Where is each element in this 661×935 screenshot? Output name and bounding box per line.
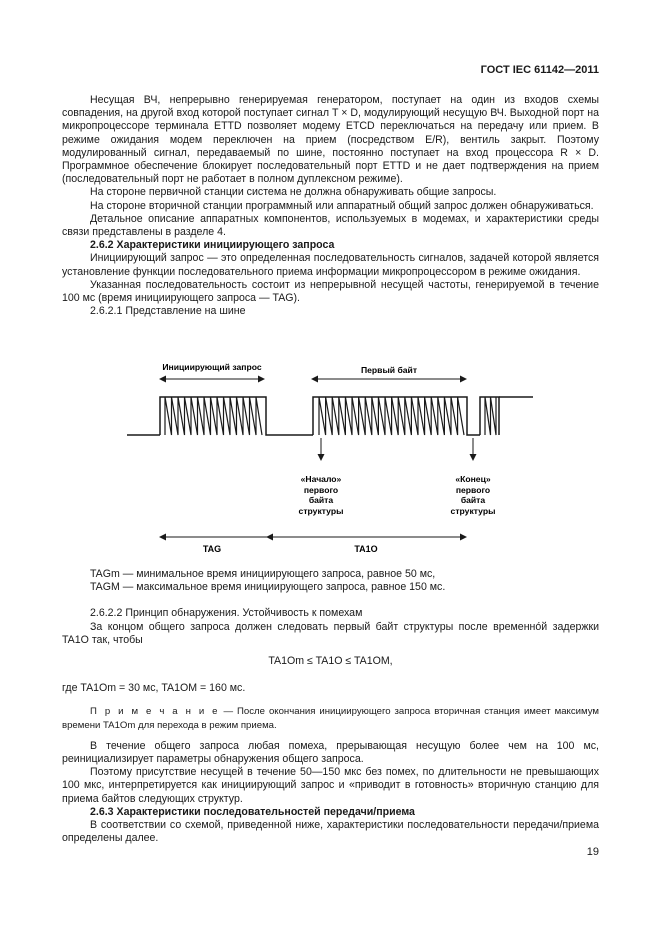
- paragraph-secondary-station: На стороне вторичной станции программный или аппаратный общий запрос должен обнаруживаться.: [90, 199, 594, 212]
- subsection-heading-2-6-2-2: 2.6.2.2 Принцип обнаружения. Устойчивость к помехам: [90, 607, 363, 620]
- paragraph-scheme: В соответствии со схемой, приведенной ниже, характеристики последовательности передачи/приема определены далее.: [62, 819, 599, 845]
- bus-waveform: [127, 397, 533, 435]
- end-label-line: байта: [460, 495, 486, 505]
- formula: TA1Om ≤ TA1O ≤ TA1OM,: [268, 655, 393, 668]
- label-initiating-request: Инициирующий запрос: [162, 362, 262, 372]
- waveform-byte-carrier: [319, 397, 464, 435]
- label-tag: TAG: [202, 544, 222, 554]
- formula-where: где TA1Om = 30 мс, TA1OM = 160 мс.: [62, 682, 246, 695]
- end-label-line: первого: [455, 485, 491, 495]
- start-label-line: «Начало»: [300, 474, 342, 484]
- waveform-next-carrier: [485, 397, 496, 435]
- end-label-line: «Конец»: [455, 474, 491, 484]
- end-label-line: структуры: [450, 506, 496, 516]
- paragraph-interference: В течение общего запроса любая помеха, прерывающая несущую более чем на 100 мс, реинициализирует параметры обнаружения общего запроса.: [62, 739, 599, 766]
- paragraph-carrier: Несущая ВЧ, непрерывно генерируемая генератором, поступает на один из входов схемы совпадения, на другой вход которой поступает сигнал T × D, модулирующий несущую ВЧ. Выходной порт на микропроцессоре терминала ETTD позволяет модему ETCD переключаться на передачу или прием. В режиме ожидания модем переключен на прием (посредством E/R), вентиль закрыт. Поэтому модулированный сигнал, передаваемый по шине, постоянно поступает на вход процессора R × D. Программное обеспечение блокирует последовательный порт ETTD и не дает подтверждения на прием (последовательный порт не работает в полном дуплексном режиме).: [62, 94, 599, 186]
- page-number: 19: [586, 846, 599, 858]
- note-label: П р и м е ч а н и е: [90, 706, 220, 718]
- text-block-bottom: [62, 568, 599, 845]
- standard-header: ГОСТ IEC 61142—2011: [480, 64, 599, 76]
- paragraph-carrier-presence: Поэтому присутствие несущей в течение 50—150 мкс без помех, по длительности не превышающих 100 мкс, интерпретируется как инициирующий запрос и «приводит в готовность» вторичную станцию для приема байтов следующих структур.: [62, 766, 599, 805]
- section-heading-2-6-3: 2.6.3 Характеристики последовательностей передачи/приема: [90, 805, 415, 818]
- note: [62, 705, 599, 731]
- label-first-byte: Первый байт: [360, 365, 418, 375]
- note-text: — После окончания инициирующего запроса вторичная станция имеет максимум времени TA1Om для перехода в режим приема.: [62, 706, 599, 731]
- bus-signal-diagram: [0, 355, 661, 560]
- start-label-line: байта: [308, 495, 334, 505]
- subsection-heading-2-6-2-1: 2.6.2.1 Представление на шине: [90, 305, 246, 318]
- paragraph-initiating-request: Инициирующий запрос — это определенная последовательность сигналов, задачей которой является установление функции последовательного приема информации микропроцессором в режиме ожидания.: [62, 252, 599, 278]
- label-ta1o: TA1O: [354, 544, 378, 554]
- paragraph-delay: За концом общего запроса должен следовать первый байт структуры после временнóй задержки TA1O так, чтобы: [62, 620, 599, 646]
- tagm-min-definition: TAGm — минимальное время инициирующего запроса, равное 50 мс,: [90, 568, 436, 580]
- section-heading-2-6-2: 2.6.2 Характеристики инициирующего запроса: [90, 239, 335, 252]
- paragraph-hardware-description: Детальное описание аппаратных компонентов, используемых в модемах, и характеристики среды связи представлены в разделе 4.: [62, 212, 599, 239]
- paragraph-sequence: Указанная последовательность состоит из непрерывной несущей частоты, генерируемой в течение 100 мс (время инициирующего запроса — TAG).: [62, 278, 599, 305]
- paragraph-primary-station: На стороне первичной станции система не должна обнаруживать общие запросы.: [90, 186, 497, 199]
- start-label-line: первого: [303, 485, 339, 495]
- waveform-initiating-carrier: [165, 397, 262, 435]
- tagm-max-definition: TAGM — максимальное время инициирующего запроса, равное 150 мс.: [90, 581, 446, 594]
- text-block-top: [62, 94, 599, 318]
- start-label-line: структуры: [298, 506, 344, 516]
